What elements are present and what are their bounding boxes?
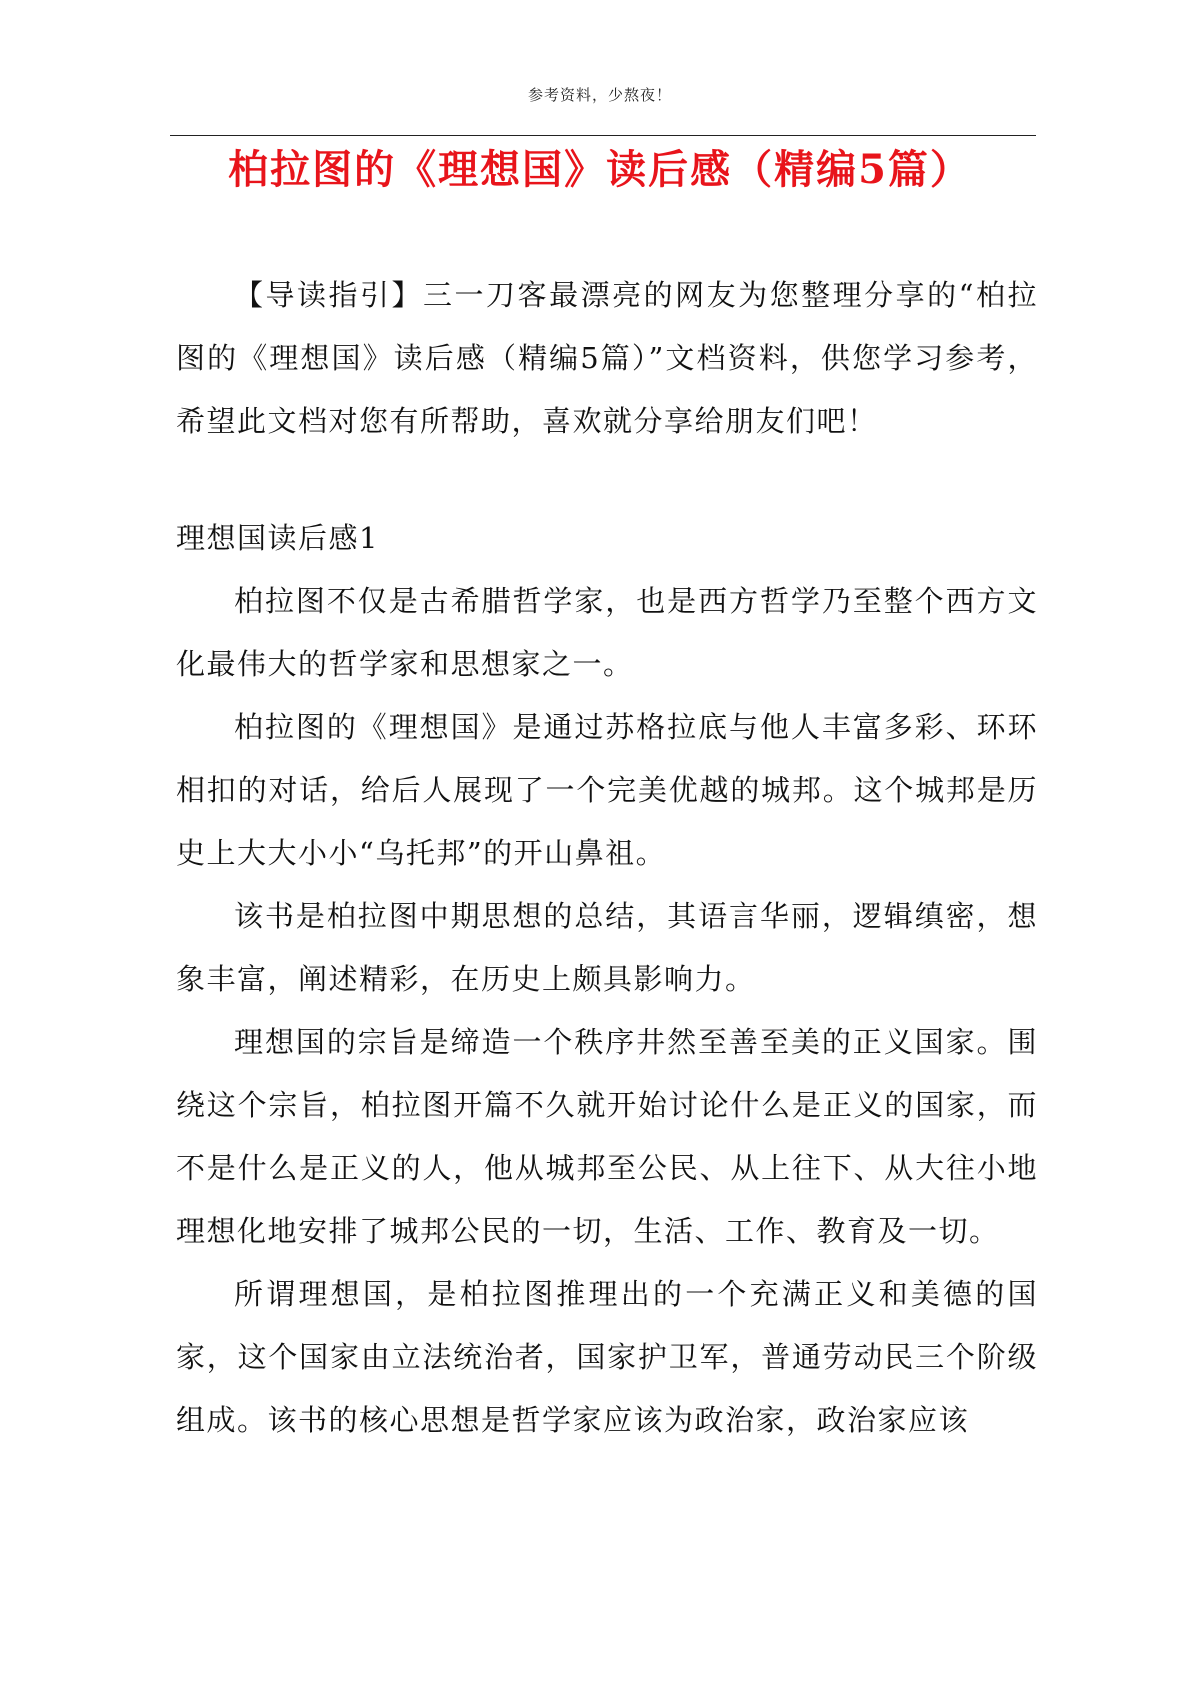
body-paragraph: 柏拉图的《理想国》是通过苏格拉底与他人丰富多彩、环环相扣的对话，给后人展现了一个完美优越的城邦。这个城邦是历史上大大小小“乌托邦”的开山鼻祖。 [176,710,1038,870]
body-paragraph: 所谓理想国，是柏拉图推理出的一个充满正义和美德的国家，这个国家由立法统治者，国家护卫军，普通劳动民三个阶级组成。该书的核心思想是哲学家应该为政治家，政治家应该 [176,1277,1038,1437]
section-heading: 理想国读后感1 [176,521,379,555]
header-divider [170,135,1036,136]
body-paragraph: 柏拉图不仅是古希腊哲学家，也是西方哲学乃至整个西方文化最伟大的哲学家和思想家之一。 [176,584,1038,681]
intro-paragraph: 【导读指引】三一刀客最漂亮的网友为您整理分享的“柏拉图的《理想国》读后感（精编5篇）”文档资料，供您学习参考，希望此文档对您有所帮助，喜欢就分享给朋友们吧！ [176,278,1038,438]
document-title: 柏拉图的《理想国》读后感（精编5篇） [228,146,972,193]
body-paragraph: 该书是柏拉图中期思想的总结，其语言华丽，逻辑缜密，想象丰富，阐述精彩，在历史上颇具影响力。 [176,899,1038,996]
document-body [176,264,1038,1452]
header-note: 参考资料，少熬夜！ [527,86,672,104]
body-paragraph: 理想国的宗旨是缔造一个秩序井然至善至美的正义国家。围绕这个宗旨，柏拉图开篇不久就开始讨论什么是正义的国家，而不是什么是正义的人，他从城邦至公民、从上往下、从大往小地理想化地安排了城邦公民的一切，生活、工作、教育及一切。 [176,1025,1038,1248]
